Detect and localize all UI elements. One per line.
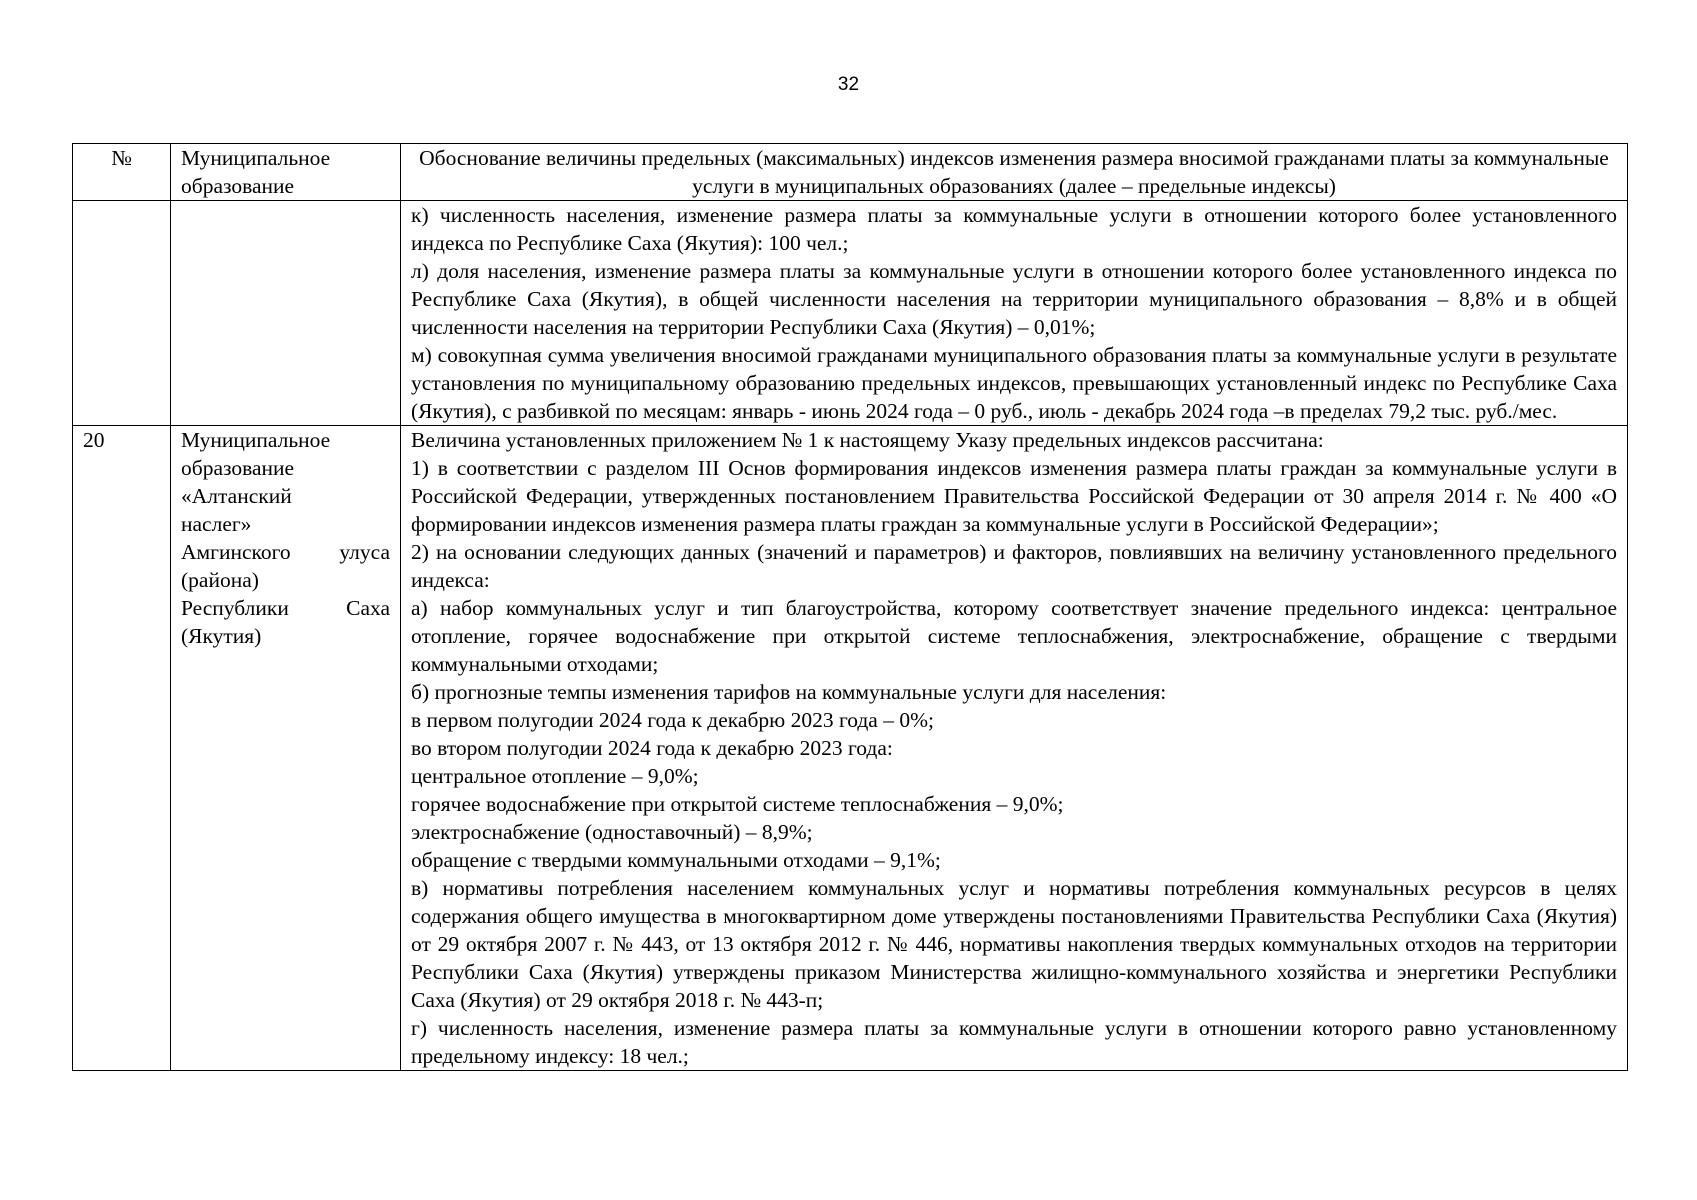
table-row-continued	[73, 201, 1628, 426]
paragraph-waste: обращение с твердыми коммунальными отходами – 9,1%;	[411, 848, 941, 872]
row-20-number: 20	[73, 426, 171, 1071]
table-row-20	[73, 426, 1628, 1071]
row-continued-number	[73, 201, 171, 426]
municipality-line: «Алтанский	[181, 484, 292, 508]
paragraph-b: б) прогнозные темпы изменения тарифов на коммунальные услуги для населения:	[411, 680, 1167, 704]
municipality-line: (района)	[181, 568, 259, 592]
paragraph-g: г) численность населения, изменение размера платы за коммунальные услуги в отношении которого равно установленному предельному индексу: 18 чел.;	[411, 1016, 1617, 1068]
header-number: №	[73, 144, 171, 201]
row-continued-justification	[401, 201, 1628, 426]
paragraph-intro: Величина установленных приложением № 1 к настоящему Указу предельных индексов рассчитана:	[411, 428, 1324, 452]
header-justification: Обоснование величины предельных (максимальных) индексов изменения размера вносимой гражданами платы за коммунальные услуги в муниципальных образованиях (далее – предельные индексы)	[401, 144, 1628, 201]
paragraph-m: м) совокупная сумма увеличения вносимой гражданами муниципального образования платы за коммунальные услуги в результате установления по муниципальному образованию предельных индексов, превышающих установленный индекс по Республике Саха (Якутия), с разбивкой по месяцам: январь - июнь 2024 года – 0 руб., июль - декабрь 2024 года –в пределах 79,2 тыс. руб./мес.	[411, 343, 1617, 423]
paragraph-k: к) численность населения, изменение размера платы за коммунальные услуги в отношении которого более установленного индекса по Республике Саха (Якутия): 100 чел.;	[411, 203, 1617, 255]
municipality-line: Республики Саха	[181, 596, 390, 620]
page-number: 32	[837, 74, 860, 95]
municipality-line: (Якутия)	[181, 624, 262, 648]
municipality-line: образование	[181, 456, 295, 480]
row-continued-municipality	[171, 201, 401, 426]
paragraph-2: 2) на основании следующих данных (значений и параметров) и факторов, повлиявших на величину установленного предельного индекса:	[411, 540, 1617, 592]
justification-table	[72, 143, 1628, 1071]
table-header-row	[73, 144, 1628, 201]
paragraph-a: а) набор коммунальных услуг и тип благоустройства, которому соответствует значение предельного индекса: центральное отопление, горячее водоснабжение при открытой системе теплоснабжения, электроснабжение, обращение с твердыми коммунальными отходами;	[411, 596, 1617, 676]
municipality-line: наслег»	[181, 512, 252, 536]
paragraph-v: в) нормативы потребления населением коммунальных услуг и нормативы потребления коммунальных ресурсов в целях содержания общего имущества в многоквартирном доме утверждены постановлениями Правительства Республики Саха (Якутия) от 29 октября 2007 г. № 443, от 13 октября 2012 г. № 446, нормативы накопления твердых коммунальных отходов на территории Республики Саха (Якутия) утверждены приказом Министерства жилищно-коммунального хозяйства и энергетики Республики Саха (Якутия) от 29 октября 2018 г. № 443-п;	[411, 876, 1617, 1012]
row-20-justification	[401, 426, 1628, 1071]
paragraph-heating: центральное отопление – 9,0%;	[411, 764, 699, 788]
paragraph-b-second-half: во втором полугодии 2024 года к декабрю 2023 года:	[411, 736, 893, 760]
paragraph-electricity: электроснабжение (одноставочный) – 8,9%;	[411, 820, 813, 844]
paragraph-l: л) доля населения, изменение размера платы за коммунальные услуги в отношении которого более установленного индекса по Республике Саха (Якутия), в общей численности населения на территории муниципального образования – 8,8% и в общей численности населения на территории Республики Саха (Якутия) – 0,01%;	[411, 259, 1617, 339]
paragraph-1: 1) в соответствии с разделом III Основ формирования индексов изменения размера платы граждан за коммунальные услуги в Российской Федерации, утвержденных постановлением Правительства Российской Федерации от 30 апреля 2014 г. № 400 «О формировании индексов изменения размера платы граждан за коммунальные услуги в Российской Федерации»;	[411, 456, 1617, 536]
municipality-line: Амгинского улуса	[181, 540, 390, 564]
paragraph-hot-water: горячее водоснабжение при открытой системе теплоснабжения – 9,0%;	[411, 792, 1064, 816]
header-municipality: Муниципальное образование	[171, 144, 401, 201]
paragraph-b-first-half: в первом полугодии 2024 года к декабрю 2023 года – 0%;	[411, 708, 934, 732]
municipality-line: Муниципальное	[181, 428, 331, 452]
row-20-municipality	[171, 426, 401, 1071]
